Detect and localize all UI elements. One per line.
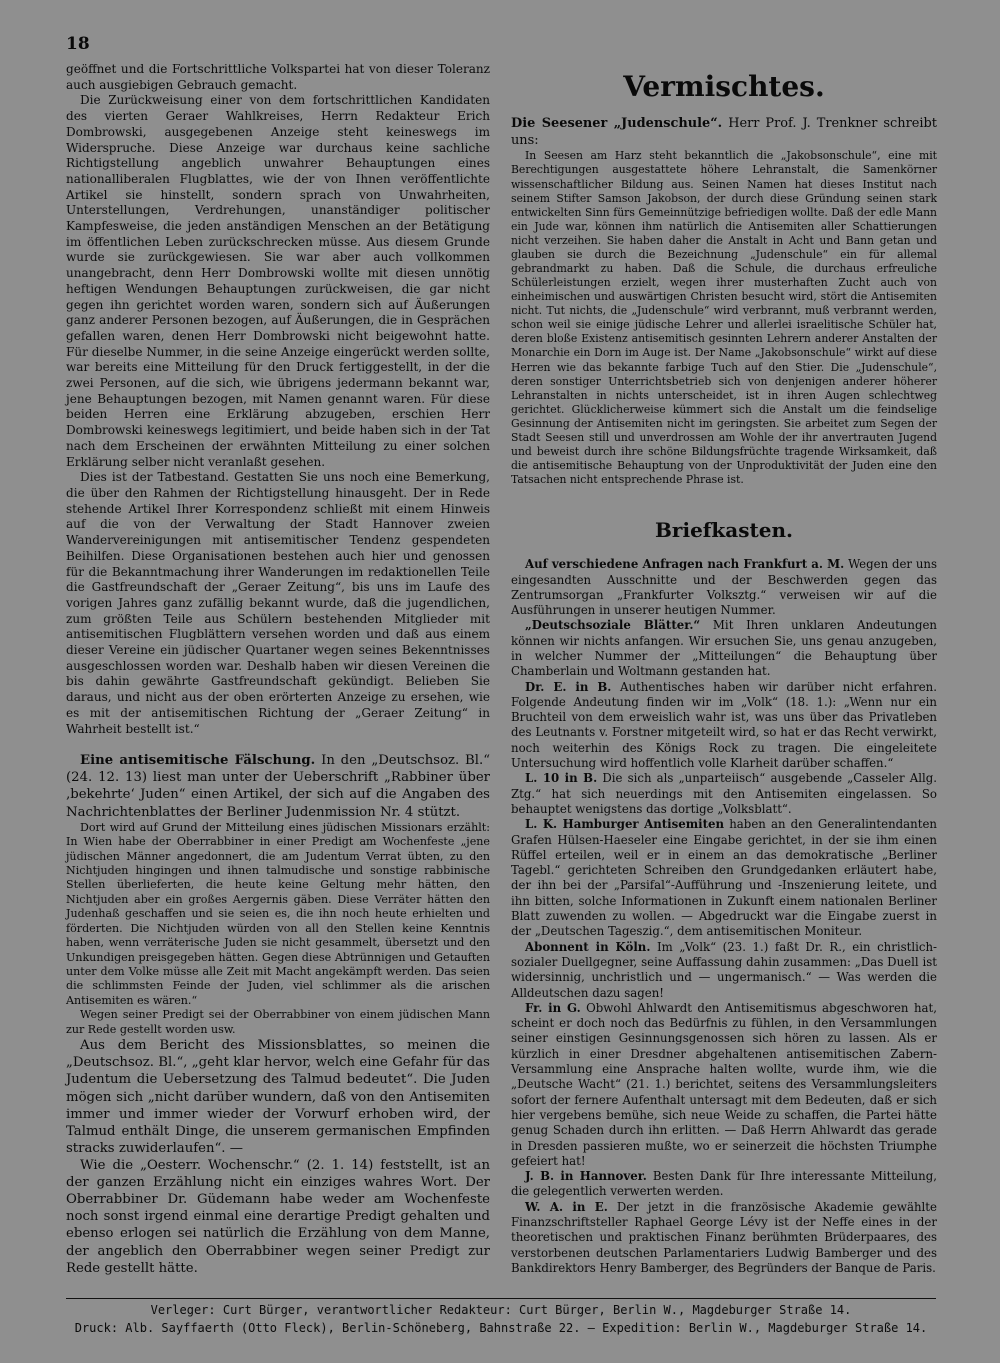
letter-text: Der jetzt in die französische Akademie gewählte Finanzschriftsteller Raphael George Lévy ist der Neffe eines in der theoretischen und praktischen Finanz berühmten Brüderpaares, des verstorbenen deutschen Parlamentariers Ludwig Bamberger und des Bankdirektors Henry Bamberger, des Begründers der Banque de Paris. — [511, 1199, 937, 1275]
section-title-briefkasten: Briefkasten. — [655, 518, 793, 543]
letter-lead: Fr. in G. — [525, 1000, 581, 1015]
letter-text: Authentisches haben wir darüber nicht erfahren. Folgende Andeutung finden wir im „Volk“ (18. 1.): „Wenn nur ein Bruchteil von dem erweislich wahr ist, was uns über das Privatleben des Leutnants v. Forstner mitgeteilt wird, so hat er das Recht verwirkt, noch weiterhin des Königs Rock zu tragen. Die eingeleitete Untersuchung wird hoffentlich volle Klarheit darüber schaffen.“ — [511, 679, 937, 771]
letter-text: Besten Dank für Ihre interessante Mitteilung, die gelegentlich verwerten werden. — [511, 1169, 937, 1199]
letter-entry — [511, 557, 937, 618]
letter-text: Mit Ihren unklaren Andeutungen können wir nichts anfangen. Wir ersuchen Sie, uns genau anzugeben, in welcher Nummer der „Mitteilungen“ die Behauptung über Chamberlain und Woltmann gestanden hat. — [511, 618, 937, 679]
quoted-paragraph: In Seesen am Harz steht bekanntlich die „Jakobsonschule“, eine mit Berechtigungen ausgestattete höhere Lehranstalt, die Samenkörner wissenschaftlicher Bildung aus. Seinen Namen hat dieses Institut nach seinem Stifter Samson Jakobson, der durch diese Gründung seinen stark entwickelten Sinn fürs Gemeinnützige befriedigen wollte. Daß der edle Mann ein Jude war, können ihm natürlich die Antisemiten aller Schattierungen nicht verzeihen. Sie haben daher die Anstalt in Acht und Bann getan und glauben sie durch die Bezeichnung „Judenschule“ ein für allemal gebrandmarkt zu haben. Daß die Schule, die durchaus erfreuliche Schülerleistungen erzielt, wegen ihrer musterhaften Zucht auch von einheimischen und auswärtigen Christen besucht wird, stört die Antisemiten nicht. Tut nichts, die „Judenschule“ wird verbrannt, muß verbrannt werden, schon weil sie einige jüdische Lehrer und allerlei israelitische Schüler hat, deren bloße Existenz antisemitisch gesinnten Lehrern anderer Anstalten der Monarchie ein Dorn im Auge ist. Der Name „Jakobsonschule“ wirkt auf diese Herren wie das bekannte farbige Tuch auf den Stier. Die „Judenschule“, deren sonstiger Unterrichtsbetrieb sich von denjenigen anderer höherer Lehranstalten in nichts unterscheidet, ist in ihren Augen schlechtweg gerichtet. Glücklicherweise kümmert sich die Anstalt um die feindselige Gesinnung der Antisemiten nicht im geringsten. Sie arbeitet zum Segen der Stadt Seesen still und unverdrossen am Wohle der ihr anvertrauten Jugend und beweist durch ihre schöne Bildungsfrüchte tragende Wirksamkeit, daß die antisemitische Behauptung von der Unproduktivität der Juden eine den Tatsachen nicht entsprechende Phrase ist. — [511, 149, 937, 487]
letter-text: Wegen der uns eingesandten Ausschnitte und der Beschwerden gegen das Zentrumsorgan „Frankfurter Volksztg.“ verweisen wir auf die Ausführungen in unserer heutigen Nummer. — [511, 557, 938, 618]
page-number: 18 — [66, 34, 90, 54]
letter-entry — [511, 771, 937, 817]
letter-text: Im „Volk“ (23. 1.) faßt Dr. R., ein christlich-sozialer Duellgegner, seine Auffassung dahin zusammen: „Das Duell ist widersinnig, unchristlich und — ungermanisch.“ — Was werden die Alldeutschen dazu sagen! — [511, 939, 937, 1000]
letter-lead: Dr. E. in B. — [525, 679, 612, 694]
letter-lead: J. B. in Hannover. — [525, 1169, 647, 1184]
footer-rule — [66, 1298, 936, 1299]
letter-entry — [511, 680, 937, 772]
body-paragraph: Wie die „Oesterr. Wochenschr.“ (2. 1. 14) feststellt, ist an der ganzen Erzählung nicht ein einziges wahres Wort. Der Oberrabbiner Dr. Güdemann habe weder am Wochenfeste noch sonst irgend einmal eine derartige Predigt gehalten und ebenso erlogen sei natürlich die Erzählung von dem Manne, der angeblich den Oberrabbiner wegen seiner Predigt zur Rede gestellt hätte. — [66, 1158, 490, 1276]
letter-entry — [511, 618, 937, 679]
body-paragraph: geöffnet und die Fortschrittliche Volkspartei hat von dieser Toleranz auch ausgiebigen Gebrauch gemacht. — [66, 62, 490, 92]
letter-lead: W. A. in E. — [525, 1199, 608, 1214]
article-lead: Die Seesener „Judenschule“. — [511, 116, 723, 131]
letter-entry — [511, 1169, 937, 1200]
left-column — [66, 62, 490, 1277]
quoted-paragraph: Wegen seiner Predigt sei der Oberrabbiner von einem jüdischen Mann zur Rede gestellt worden usw. — [66, 1008, 490, 1036]
letter-lead: Abonnent in Köln. — [525, 939, 651, 954]
letter-text: haben an den Generalintendanten Grafen Hülsen-Haeseler eine Eingabe gerichtet, in der sie ihm einen Rüffel erteilen, weil er in einem an das demokratische „Berliner Tagebl.“ gerichteten Schreiben den Grundgedanken erläutert habe, der ihn bei der „Parsifal“-Aufführung und -Inszenierung leitete, und ihn bitten, solche Informationen in Zukunft einem nationalen Berliner Blatt zuwenden zu wollen. — Abgedruckt war die Eingabe zuerst in der „Deutschen Tageszig.“, dem antisemitischen Moniteur. — [511, 817, 937, 939]
article-lead: Eine antisemitische Fälschung. — [80, 753, 316, 769]
letter-lead: „Deutschsoziale Blätter.“ — [525, 618, 701, 633]
letters-list — [511, 557, 937, 1276]
footer-publisher: Verleger: Curt Bürger, verantwortlicher Redakteur: Curt Bürger, Berlin W., Magdeburger Straße 14. — [150, 1303, 852, 1317]
footer-printer: Druck: Alb. Sayffaerth (Otto Fleck), Berlin-Schöneberg, Bahnstraße 22. — Expedition: Berlin W., Magdeburger Straße 14. — [74, 1321, 928, 1335]
letter-lead: L. 10 in B. — [525, 771, 598, 786]
letter-lead: Auf verschiedene Anfragen nach Frankfurt a. M. — [525, 557, 845, 572]
article-intro: Herr Prof. J. Trenkner schreibt uns: — [511, 116, 937, 148]
quoted-paragraph: Dort wird auf Grund der Mitteilung eines jüdischen Missionars erzählt: In Wien habe der Oberrabbiner in einer Predigt am Wochenfeste „jene jüdischen Männer angedonnert, die am Judentum Verrat übten, zu den Nichtjuden hingingen und ihnen talmudische und sonstige rabbinische Stellen überlieferten, die heute keine Geltung mehr hätten, den Nichtjuden aber ein großes Aergernis gäben. Diese Verräter hätten den Judenhaß geschaffen und sie seien es, die ihn noch heute erhielten und förderten. Die Nichtjuden würden von all den Stellen keine Kenntnis haben, wenn verräterische Juden sie nicht gesammelt, übersetzt und den Unkundigen preisgegeben hätten. Gegen diese Abtrünnigen und Getauften unter dem Volke müsse alle Zeit mit Macht angekämpft werden. Das seien die schlimmsten Feinde der Juden, viel schlimmer als die arischen Antisemiten es wären.“ — [66, 820, 490, 1007]
letter-entry — [511, 1200, 937, 1276]
letter-entry — [511, 940, 937, 1001]
body-paragraph: Die Zurückweisung einer von dem fortschrittlichen Kandidaten des vierten Geraer Wahlkreises, Herrn Redakteur Erich Dombrowski, ausgegebenen Anzeige steht keineswegs im Widerspruche. Diese Anzeige war durchaus keine sachliche Richtigstellung angeblich unwahrer Behauptungen eines nationalliberalen Flugblattes, wie der von Ihnen veröffentlichte Artikel sie hinstellt, sondern sprach von Unwahrheiten, Unterstellungen, Verdrehungen, unanständiger politischer Kampfesweise, die jeden anständigen Menschen an der Betätigung im öffentlichen Leben zurückschrecken müsse. Aus diesem Grunde wurde sie zurückgewiesen. Sie war aber auch vollkommen unangebracht, denn Herr Dombrowski wollte mit diesen unnötig heftigen Wendungen Behauptungen zurückweisen, die gar nicht gegen ihn gerichtet worden waren, sondern sich auf Äußerungen ganz anderer Personen bezogen, auf Äußerungen, die in Gesprächen gefallen waren, denen Herr Dombrowski nicht beigewohnt hatte. Für dieselbe Nummer, in die seine Anzeige eingerückt werden sollte, war bereits eine Mitteilung für den Druck fertiggestellt, in der die zwei Personen, auf die sich, wie übrigens jedermann bekannt war, jene Behauptungen bezogen, mit Namen genannt waren. Für diese beiden Herren eine Erklärung abzugeben, erschien Herr Dombrowski keineswegs legitimiert, und beide haben sich in der Tat nach dem Erscheinen der erwähnten Mitteilung zu einer solchen Erklärung selber nicht veranlaßt gesehen. — [66, 93, 490, 469]
body-paragraph: Dies ist der Tatbestand. Gestatten Sie uns noch eine Bemerkung, die über den Rahmen der Richtigstellung hinausgeht. Der in Rede stehende Artikel Ihrer Korrespondenz schließt mit einem Hinweis auf die von der Verwaltung der Stadt Hannover zweien Wandervereinigungen mit antisemitischer Tendenz gespendeten Beihilfen. Diese Organisationen bestehen auch hier und genossen für die Bekanntmachung ihrer Wanderungen im redaktionellen Teile die Gastfreundschaft der „Geraer Zeitung“, bis uns im Laufe des vorigen Jahres ganz zufällig bekannt wurde, daß die jugendlichen, zum größten Teile aus Schülern bestehenden Mitglieder mit antisemitischen Flugblättern versehen worden und daß aus einem dieser Vereine ein jüdischer Quartaner wegen seines Bekenntnisses ausgeschlossen worden war. Deshalb haben wir diesen Vereinen die bis dahin gewährte Gastfreundschaft gekündigt. Belieben Sie daraus, und nicht aus der oben erörterten Anzeige zu ersehen, wie es mit der antisemitischen Richtung der „Geraer Zeitung“ in Wahrheit bestellt ist.“ — [66, 470, 490, 736]
article-intro: In den „Deutschsoz. Bl.“ (24. 12. 13) liest man unter der Ueberschrift „Rabbiner über ‚bekehrte‘ Juden“ einen Artikel, der sich auf die Angaben des Nachrichtenblattes der Berliner Judenmission Nr. 4 stützt. — [66, 753, 490, 820]
letter-lead: L. K. Hamburger Antisemiten — [525, 817, 725, 832]
letter-entry — [511, 1001, 937, 1169]
body-paragraph: Aus dem Bericht des Missionsblattes, so meinen die „Deutschsoz. Bl.“, „geht klar hervor, welch eine Gefahr für das Judentum die Uebersetzung des Talmud bedeutet“. Die Juden mögen sich „nicht darüber wundern, daß von den Antisemiten immer und immer wieder der Vorwurf erhoben wird, der Talmud enthält Dinge, die unserem germanischen Empfinden stracks zuwiderlaufen“. — — [66, 1038, 490, 1156]
right-column — [511, 62, 937, 1276]
article-seesen — [511, 116, 937, 149]
section-title-vermischtes: Vermischtes. — [623, 70, 825, 103]
letter-entry — [511, 817, 937, 939]
letter-text: Die sich als „unparteiisch“ ausgebende „Casseler Allg. Ztg.“ hat sich neuerdings mit den Antisemiten eingelassen. So behauptet wenigstens das dortige „Volksblatt“. — [511, 771, 937, 816]
letter-text: Obwohl Ahlwardt den Antisemitismus abgeschworen hat, scheint er doch noch das Bedürfnis zu fühlen, in den Versammlungen seiner einstigen Gesinnungsgenossen sich hören zu lassen. Als er kürzlich in einer Dresdner abgehaltenen antisemitischen Zabern-Versammlung eine Ansprache halten wollte, wurde ihm, wie die „Deutsche Wacht“ (21. 1.) berichtet, seitens des Versammlungsleiters sofort der fernere Aufenthalt untersagt mit dem Bedeuten, daß er sich hier vergebens bemühe, sich neue Weide zu schaffen, die Partei hätte genug Schaden durch ihn erlitten. — Daß Herrn Ahlwardt das gerade in Dresden passieren mußte, wo er seinerzeit die höchsten Triumphe gefeiert hat! — [511, 1000, 937, 1168]
article-antisemitische-faelschung — [66, 752, 490, 820]
